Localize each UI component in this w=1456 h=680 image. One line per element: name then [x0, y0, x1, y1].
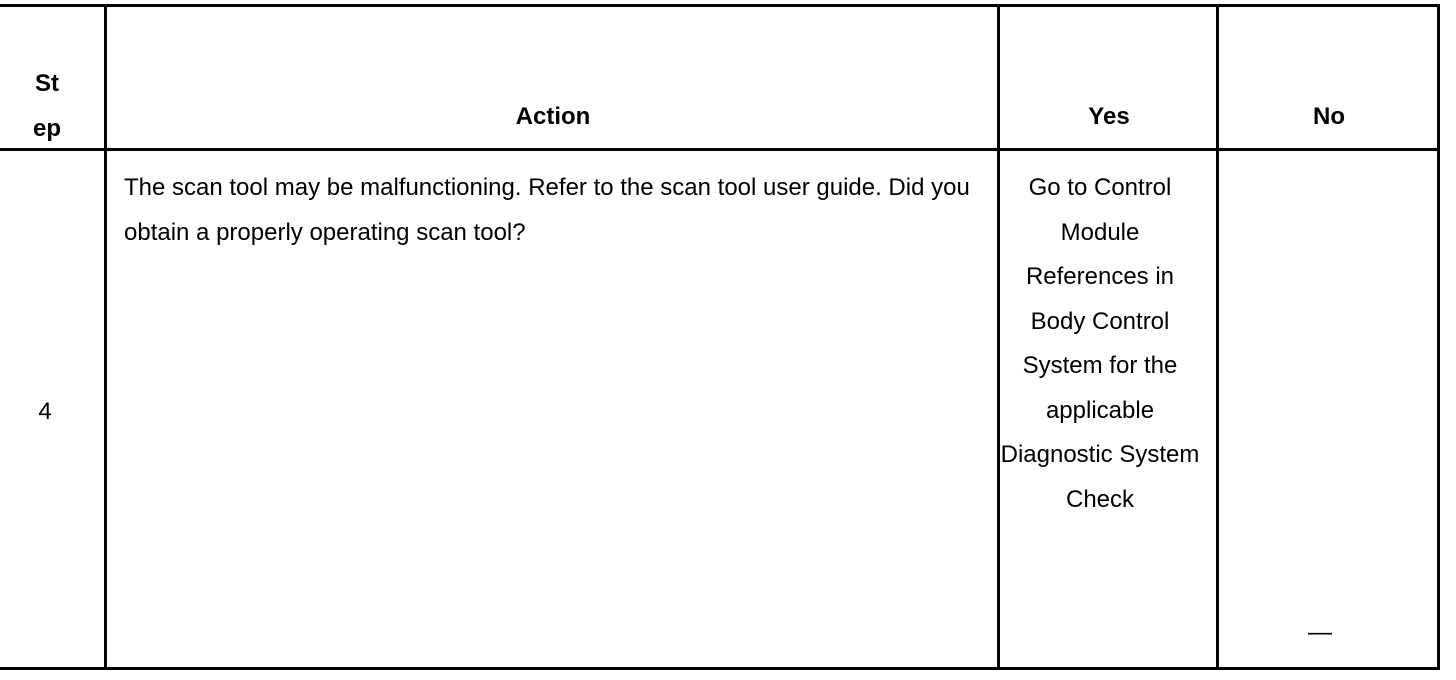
header-yes: Yes — [1088, 103, 1130, 130]
row-yes-text: Go to Control Module References in Body Control System for the applicable Diagnostic System Check — [1000, 174, 1200, 513]
header-bottom-border — [0, 148, 1440, 151]
row-action-text: The scan tool may be malfunctioning. Refer to the scan tool user guide. Did you obtain a properly operating scan tool? — [124, 174, 970, 246]
header-step — [3, 62, 91, 151]
table-top-border — [0, 4, 1440, 7]
row-step-value: 4 — [38, 398, 52, 425]
header-no: No — [1313, 103, 1345, 130]
header-action: Action — [515, 103, 591, 130]
header-step-text: St ep — [32, 70, 61, 142]
step-column-divider — [104, 4, 107, 670]
row-no-text: — — [1308, 619, 1332, 646]
table-bottom-border — [0, 667, 1440, 670]
